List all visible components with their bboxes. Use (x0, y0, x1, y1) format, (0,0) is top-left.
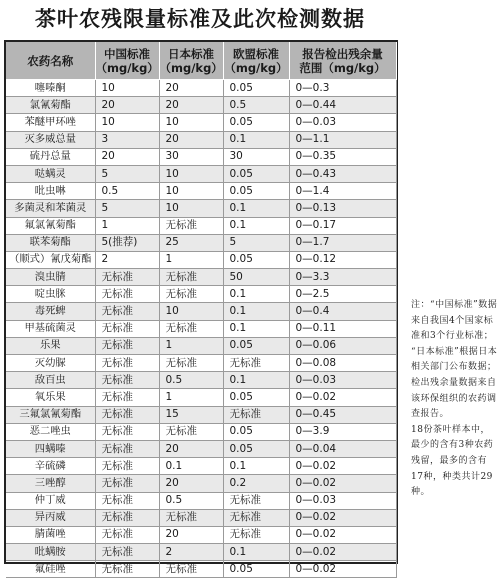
eu-standard-cell: 无标准 (223, 526, 289, 543)
pesticide-name-cell: 恶二唑虫 (6, 423, 95, 440)
japan-standard-cell: 10 (159, 114, 223, 131)
china-standard-cell: 无标准 (95, 269, 159, 286)
eu-standard-cell: 0.1 (223, 458, 289, 475)
china-standard-cell: 5 (95, 200, 159, 217)
note-standards-source: 注：“中国标准”数据来自我国4个国家标准和3个行业标准； (411, 300, 498, 342)
detected-range-cell: 0—0.08 (289, 355, 396, 372)
table-row (6, 337, 396, 354)
detected-range-cell: 0—0.44 (289, 97, 396, 114)
pesticide-name-cell: 吡螨胺 (6, 544, 95, 561)
header-china-standard: 中国标准 （mg/kg） (95, 42, 159, 80)
note-japan-source: “日本标准”根据日本相关部门公布数据； (411, 346, 498, 373)
table-row (6, 544, 396, 561)
japan-standard-cell: 10 (159, 303, 223, 320)
table-row (6, 440, 396, 457)
table-row (6, 131, 396, 148)
eu-standard-cell: 0.1 (223, 217, 289, 234)
china-standard-cell: 1 (95, 217, 159, 234)
eu-standard-cell: 0.05 (223, 80, 289, 97)
detected-range-cell: 0—0.3 (289, 80, 396, 97)
eu-standard-cell: 无标准 (223, 492, 289, 509)
eu-standard-cell: 0.1 (223, 131, 289, 148)
japan-standard-cell: 2 (159, 544, 223, 561)
table-row (6, 183, 396, 200)
eu-standard-cell: 0.1 (223, 303, 289, 320)
table-row (6, 286, 396, 303)
header-eu-standard: 欧盟标准 （mg/kg） (223, 42, 289, 80)
detected-range-cell: 0—0.17 (289, 217, 396, 234)
detected-range-cell: 0—0.02 (289, 389, 396, 406)
eu-standard-cell: 无标准 (223, 509, 289, 526)
detected-range-cell: 0—0.13 (289, 200, 396, 217)
pesticide-name-cell: 氟氯氰菊酯 (6, 217, 95, 234)
detected-range-cell: 0—0.03 (289, 114, 396, 131)
pesticide-name-cell: 三氟氯氰菊酯 (6, 406, 95, 423)
detected-range-cell: 0—3.3 (289, 269, 396, 286)
china-standard-cell: 0.5 (95, 183, 159, 200)
eu-standard-cell: 0.05 (223, 389, 289, 406)
japan-standard-cell: 10 (159, 183, 223, 200)
detected-range-cell: 0—1.1 (289, 131, 396, 148)
japan-standard-cell: 20 (159, 131, 223, 148)
pesticide-name-cell: 甲基硫菌灵 (6, 320, 95, 337)
table-row (6, 423, 396, 440)
detected-range-cell: 0—0.06 (289, 337, 396, 354)
japan-standard-cell: 无标准 (159, 269, 223, 286)
japan-standard-cell: 无标准 (159, 320, 223, 337)
pesticide-name-cell: 腈菌唑 (6, 526, 95, 543)
detected-range-cell: 0—0.02 (289, 458, 396, 475)
table-row (6, 148, 396, 165)
pesticide-name-cell: 灭幼脲 (6, 355, 95, 372)
note-residue-source: 检出残余量数据来自该环保组织的农药调查报告。 (411, 377, 497, 420)
table-row (6, 234, 396, 251)
japan-standard-cell: 无标准 (159, 286, 223, 303)
eu-standard-cell: 0.05 (223, 251, 289, 268)
eu-standard-cell: 0.05 (223, 183, 289, 200)
pesticide-name-cell: 溴虫腈 (6, 269, 95, 286)
china-standard-cell: 无标准 (95, 286, 159, 303)
china-standard-cell: 无标准 (95, 303, 159, 320)
table-row (6, 406, 396, 423)
pesticide-name-cell: 氯氰菊酯 (6, 97, 95, 114)
pesticide-name-cell: 硫丹总量 (6, 148, 95, 165)
eu-standard-cell: 无标准 (223, 406, 289, 423)
eu-standard-cell: 0.5 (223, 97, 289, 114)
detected-range-cell: 0—0.03 (289, 372, 396, 389)
detected-range-cell: 0—0.02 (289, 526, 396, 543)
detected-range-cell: 0—1.4 (289, 183, 396, 200)
notes-panel (411, 298, 499, 501)
detected-range-cell: 0—0.02 (289, 475, 396, 492)
detected-range-cell: 0—0.02 (289, 561, 396, 578)
pesticide-name-cell: 仲丁威 (6, 492, 95, 509)
pesticide-table (6, 42, 397, 578)
pesticide-name-cell: 苯醚甲环唑 (6, 114, 95, 131)
pesticide-name-cell: 哒螨灵 (6, 165, 95, 182)
china-standard-cell: 无标准 (95, 406, 159, 423)
table-row (6, 217, 396, 234)
pesticide-name-cell: 毒死蜱 (6, 303, 95, 320)
table-row (6, 97, 396, 114)
china-standard-cell: 无标准 (95, 320, 159, 337)
table-row (6, 165, 396, 182)
pesticide-name-cell: 三唑醇 (6, 475, 95, 492)
china-standard-cell: 无标准 (95, 440, 159, 457)
detected-range-cell: 0—1.7 (289, 234, 396, 251)
pesticide-table-container (4, 40, 398, 575)
china-standard-cell: 无标准 (95, 355, 159, 372)
china-standard-cell: 无标准 (95, 526, 159, 543)
detected-range-cell: 0—0.04 (289, 440, 396, 457)
pesticide-name-cell: 噻嗪酮 (6, 80, 95, 97)
table-row (6, 372, 396, 389)
japan-standard-cell: 20 (159, 440, 223, 457)
eu-standard-cell: 0.1 (223, 544, 289, 561)
header-pesticide-name: 农药名称 (6, 42, 95, 80)
table-row (6, 320, 396, 337)
detected-range-cell: 0—0.02 (289, 509, 396, 526)
china-standard-cell: 无标准 (95, 337, 159, 354)
table-row (6, 251, 396, 268)
detected-range-cell: 0—0.43 (289, 165, 396, 182)
china-standard-cell: 无标准 (95, 475, 159, 492)
table-header-row (6, 42, 396, 80)
china-standard-cell: 无标准 (95, 458, 159, 475)
eu-standard-cell: 0.1 (223, 200, 289, 217)
detected-range-cell: 0—0.45 (289, 406, 396, 423)
eu-standard-cell: 0.1 (223, 320, 289, 337)
pesticide-name-cell: 啶虫脒 (6, 286, 95, 303)
china-standard-cell: 10 (95, 114, 159, 131)
japan-standard-cell: 20 (159, 475, 223, 492)
japan-standard-cell: 15 (159, 406, 223, 423)
pesticide-name-cell: 氧乐果 (6, 389, 95, 406)
table-row (6, 458, 396, 475)
table-row (6, 509, 396, 526)
japan-standard-cell: 无标准 (159, 509, 223, 526)
eu-standard-cell: 无标准 (223, 355, 289, 372)
pesticide-name-cell: 灭多威总量 (6, 131, 95, 148)
pesticide-name-cell: 四螨嗪 (6, 440, 95, 457)
china-standard-cell: 无标准 (95, 492, 159, 509)
detected-range-cell: 0—3.9 (289, 423, 396, 440)
detected-range-cell: 0—0.02 (289, 544, 396, 561)
china-standard-cell: 无标准 (95, 389, 159, 406)
table-row (6, 303, 396, 320)
detected-range-cell: 0—0.03 (289, 492, 396, 509)
table-row (6, 80, 396, 97)
japan-standard-cell: 无标准 (159, 561, 223, 578)
table-row (6, 269, 396, 286)
eu-standard-cell: 0.05 (223, 337, 289, 354)
japan-standard-cell: 20 (159, 526, 223, 543)
japan-standard-cell: 20 (159, 80, 223, 97)
header-detected-range: 报告检出残余量 范围（mg/kg） (289, 42, 396, 80)
pesticide-name-cell: 吡虫啉 (6, 183, 95, 200)
table-body (6, 80, 396, 578)
japan-standard-cell: 30 (159, 148, 223, 165)
china-standard-cell: 2 (95, 251, 159, 268)
japan-standard-cell: 0.5 (159, 492, 223, 509)
header-japan-standard: 日本标准 （mg/kg） (159, 42, 223, 80)
table-row (6, 475, 396, 492)
detected-range-cell: 0—2.5 (289, 286, 396, 303)
china-standard-cell: 无标准 (95, 423, 159, 440)
page-title: 茶叶农残限量标准及此次检测数据 (35, 7, 365, 31)
japan-standard-cell: 1 (159, 337, 223, 354)
china-standard-cell: 20 (95, 97, 159, 114)
china-standard-cell: 无标准 (95, 561, 159, 578)
japan-standard-cell: 无标准 (159, 355, 223, 372)
china-standard-cell: 5 (95, 165, 159, 182)
eu-standard-cell: 0.05 (223, 165, 289, 182)
table-row (6, 355, 396, 372)
eu-standard-cell: 0.2 (223, 475, 289, 492)
eu-standard-cell: 0.05 (223, 440, 289, 457)
table-row (6, 561, 396, 578)
pesticide-name-cell: 联苯菊酯 (6, 234, 95, 251)
table-row (6, 389, 396, 406)
eu-standard-cell: 0.05 (223, 114, 289, 131)
eu-standard-cell: 0.05 (223, 561, 289, 578)
pesticide-name-cell: 辛硫磷 (6, 458, 95, 475)
note-sample-summary: 18份茶叶样本中，最少的含有3种农药残留，最多的含有17种，种类共计29种。 (411, 424, 494, 498)
japan-standard-cell: 无标准 (159, 217, 223, 234)
table-row (6, 200, 396, 217)
detected-range-cell: 0—0.4 (289, 303, 396, 320)
table-row (6, 526, 396, 543)
china-standard-cell: 5(推荐) (95, 234, 159, 251)
china-standard-cell: 10 (95, 80, 159, 97)
eu-standard-cell: 0.05 (223, 423, 289, 440)
japan-standard-cell: 10 (159, 200, 223, 217)
eu-standard-cell: 0.1 (223, 286, 289, 303)
japan-standard-cell: 25 (159, 234, 223, 251)
table-row (6, 114, 396, 131)
eu-standard-cell: 5 (223, 234, 289, 251)
japan-standard-cell: 0.5 (159, 372, 223, 389)
pesticide-name-cell: 异丙威 (6, 509, 95, 526)
japan-standard-cell: 1 (159, 389, 223, 406)
japan-standard-cell: 0.1 (159, 458, 223, 475)
detected-range-cell: 0—0.35 (289, 148, 396, 165)
china-standard-cell: 无标准 (95, 509, 159, 526)
japan-standard-cell: 20 (159, 97, 223, 114)
japan-standard-cell: 1 (159, 251, 223, 268)
eu-standard-cell: 30 (223, 148, 289, 165)
pesticide-name-cell: 乐果 (6, 337, 95, 354)
detected-range-cell: 0—0.11 (289, 320, 396, 337)
pesticide-name-cell: （顺式）氰戊菊酯 (6, 251, 95, 268)
china-standard-cell: 3 (95, 131, 159, 148)
japan-standard-cell: 10 (159, 165, 223, 182)
pesticide-name-cell: 氟硅唑 (6, 561, 95, 578)
detected-range-cell: 0—0.12 (289, 251, 396, 268)
pesticide-name-cell: 敌百虫 (6, 372, 95, 389)
eu-standard-cell: 0.1 (223, 372, 289, 389)
table-row (6, 492, 396, 509)
eu-standard-cell: 50 (223, 269, 289, 286)
china-standard-cell: 20 (95, 148, 159, 165)
japan-standard-cell: 无标准 (159, 423, 223, 440)
pesticide-name-cell: 多菌灵和苯菌灵 (6, 200, 95, 217)
china-standard-cell: 无标准 (95, 544, 159, 561)
china-standard-cell: 无标准 (95, 372, 159, 389)
